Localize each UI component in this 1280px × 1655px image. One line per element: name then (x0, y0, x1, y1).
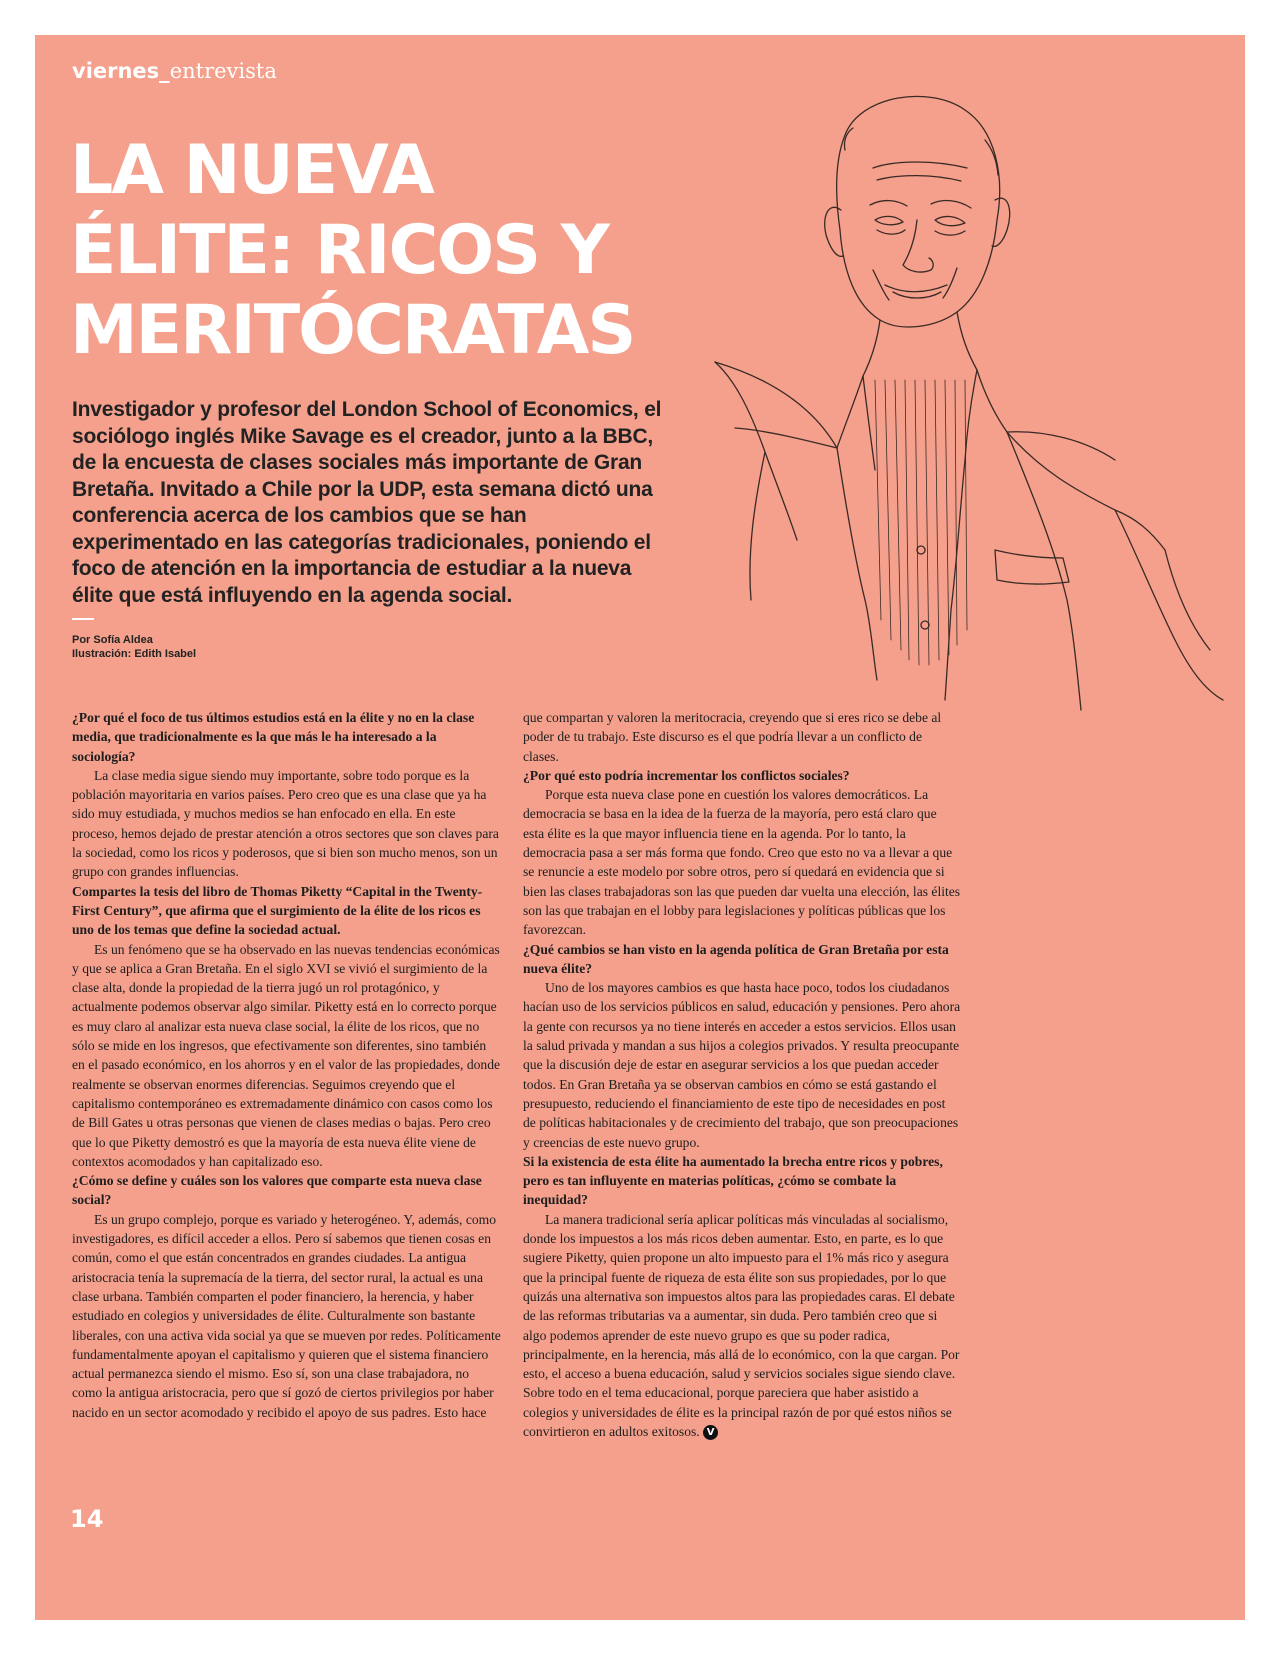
interview-question: Si la existencia de esta élite ha aumentado la brecha entre ricos y pobres, pero es tan influyente en materias políticas, ¿cómo se combate la inequidad? (523, 1153, 943, 1208)
magazine-page (35, 35, 1245, 1620)
credits (72, 633, 196, 661)
body-column-right (523, 708, 961, 1441)
page-number: 14 (70, 1505, 104, 1533)
interview-question: Compartes la tesis del libro de Thomas Piketty “Capital in the Twenty-First Century”, que afirma que el surgimiento de la élite de los ricos es uno de los temas que define la sociedad actual. (72, 883, 483, 938)
credits-divider (72, 618, 94, 620)
illustrator-credit: Ilustración: Edith Isabel (72, 648, 197, 660)
body-column-left (72, 708, 502, 1422)
headline-line-2: ÉLITE: RICOS Y (70, 211, 609, 290)
interview-answer: que compartan y valoren la meritocracia, creyendo que si eres rico se debe al poder de tu trabajo. Este discurso es el que podría llevar a un conflicto de clases. (523, 710, 942, 764)
interview-question: ¿Cómo se define y cuáles son los valores que comparte esta nueva clase social? (72, 1173, 482, 1208)
headline-line-3: MERITÓCRATAS (70, 291, 635, 370)
headline-line-1: LA NUEVA (70, 131, 433, 210)
section-tag-day: viernes_ (72, 59, 170, 83)
interview-answer: Uno de los mayores cambios es que hasta hace poco, todos los ciudadanos hacían uso de los servicios públicos en salud, educación y pensiones. Pero ahora la gente con recursos ya no tiene interés en acceder a estos servicios. Ellos usan la salud privada y mandan a sus hijos a colegios privados. Y resulta preocupante que la discusión deje de estar en asegurar servicios a los que puedan acceder todos. En Gran Bretaña ya se observan cambios en cómo se está gastando el presupuesto, reduciendo el financiamiento de este tipo de necesidades en post de políticas habitacionales y de crecimiento del trabajo, que son preocupaciones y creencias de este nuevo grupo. (523, 980, 961, 1150)
interview-answer: Es un grupo complejo, porque es variado y heterogéneo. Y, además, como investigadores, es difícil acceder a ellos. Pero sí sabemos que tienen cosas en común, como el que están concentrados en grandes ciudades. La antigua aristocracia tenía la supremacía de la tierra, del sector rural, la actual es una clase urbana. También comparten el poder financiero, la herencia, y haber estudiado en colegios y universidades de élite. Culturalmente son bastante liberales, con una activa vida social ya que se mueven por redes. Políticamente fundamentalmente apoyan el capitalismo y quieren que el sistema financiero actual permanezca siendo el mismo. Eso sí, son una clase trabajadora, no como la antigua aristocracia, pero que sí gozó de ciertos privilegios por haber nacido en un sector acomodado y recibido el apoyo de sus padres. Esto hace (72, 1211, 501, 1420)
interview-answer: La manera tradicional sería aplicar políticas más vinculadas al socialismo, donde los impuestos a los más ricos deben aumentar. Esto, en parte, es lo que sugiere Piketty, quien propone un alto impuesto para el 1% más rico y asegura que la principal fuente de riqueza de esta élite son sus propiedades, por lo que quizás una alternativa son impuestos altos para las propiedades caras. El debate de las reformas tributarias va a aumentar, sin duda. Pero también creo que si algo podemos aprender de este nuevo grupo es que su poder radica, principalmente, en la herencia, más allá de lo económico, con la que cargan. Por esto, el acceso a buena educación, salud y servicios sociales sigue siendo clave. Sobre todo en el tema educacional, porque pareciera que haber asistido a colegios y universidades de élite es la principal razón de por qué estos niños se convirtieron en adultos exitosos. V (523, 1211, 960, 1439)
interview-answer: La clase media sigue siendo muy importante, sobre todo porque es la población mayoritaria en varios países. Pero creo que es una clase que ya ha sido muy estudiada, y muchos medios se han enfocado en ella. En este proceso, hemos dejado de prestar atención a otros sectores que son claves para la sociedad, como los ricos y poderosos, que si bien son mucho menos, son un grupo con grandes influencias. (72, 767, 499, 880)
interview-question: ¿Qué cambios se han visto en la agenda política de Gran Bretaña por esta nueva élite? (523, 941, 949, 976)
section-tag-category: entrevista (169, 59, 277, 83)
section-tag (72, 59, 277, 83)
interview-answer: Porque esta nueva clase pone en cuestión los valores democráticos. La democracia se basa en la idea de la fuerza de la mayoría, pero está claro que esta élite es la que mayor influencia tiene en la agenda. Por lo tanto, la democracia pasa a ser más forma que fondo. Creo que esto no va a llevar a que se renuncie a este modelo por sobre otros, pero sí quedará en evidencia que si bien las clases trabajadoras son las que pueden dar vuelta una elección, las élites son las que trabajan en el lobby para legislaciones y políticas públicas que los favorezcan. (523, 787, 961, 938)
headline (70, 131, 690, 371)
interview-answer: Es un fenómeno que se ha observado en las nuevas tendencias económicas y que se aplica a Gran Bretaña. En el siglo XVI se vivió el surgimiento de la clase alta, donde la propiedad de la tierra jugó un rol protagónico, y actualmente podemos observar algo similar. Piketty está en lo correcto porque es muy claro al analizar esta nueva clase social, la élite de los ricos, que no sólo se mide en los ingresos, que efectivamente son diferentes, sino también en el pasado económico, en los ahorros y en el valor de las propiedades, donde realmente se observan enormes diferencias. Seguimos creyendo que el capitalismo contemporáneo es extremadamente dinámico con casos como los de Bill Gates u otras personas que vienen de clases medias o bajas. Pero creo que lo que Piketty demostró es que la mayoría de esta nueva élite viene de contextos acomodados y han capitalizado eso. (72, 941, 501, 1169)
interview-question: ¿Por qué el foco de tus últimos estudios está en la élite y no en la clase media, que tradicionalmente es la que más le ha interesado a la sociología? (72, 710, 475, 764)
intro-paragraph: Investigador y profesor del London School of Economics, el sociólogo inglés Mike Savage es el creador, junto a la BBC, de la encuesta de clases sociales más importante de Gran Bretaña. Invitado a Chile por la UDP, esta semana dictó una conferencia acerca de los cambios que se han experimentado en las categorías tradicionales, poniendo el foco de atención en la importancia de estudiar a la nueva élite que está influyendo en la agenda social. (72, 398, 662, 607)
interview-question: ¿Por qué esto podría incrementar los conflictos sociales? (523, 767, 850, 783)
portrait-sketch-icon (695, 80, 1240, 720)
author-credit: Por Sofía Aldea (72, 634, 153, 646)
end-mark-icon: V (703, 1425, 718, 1440)
